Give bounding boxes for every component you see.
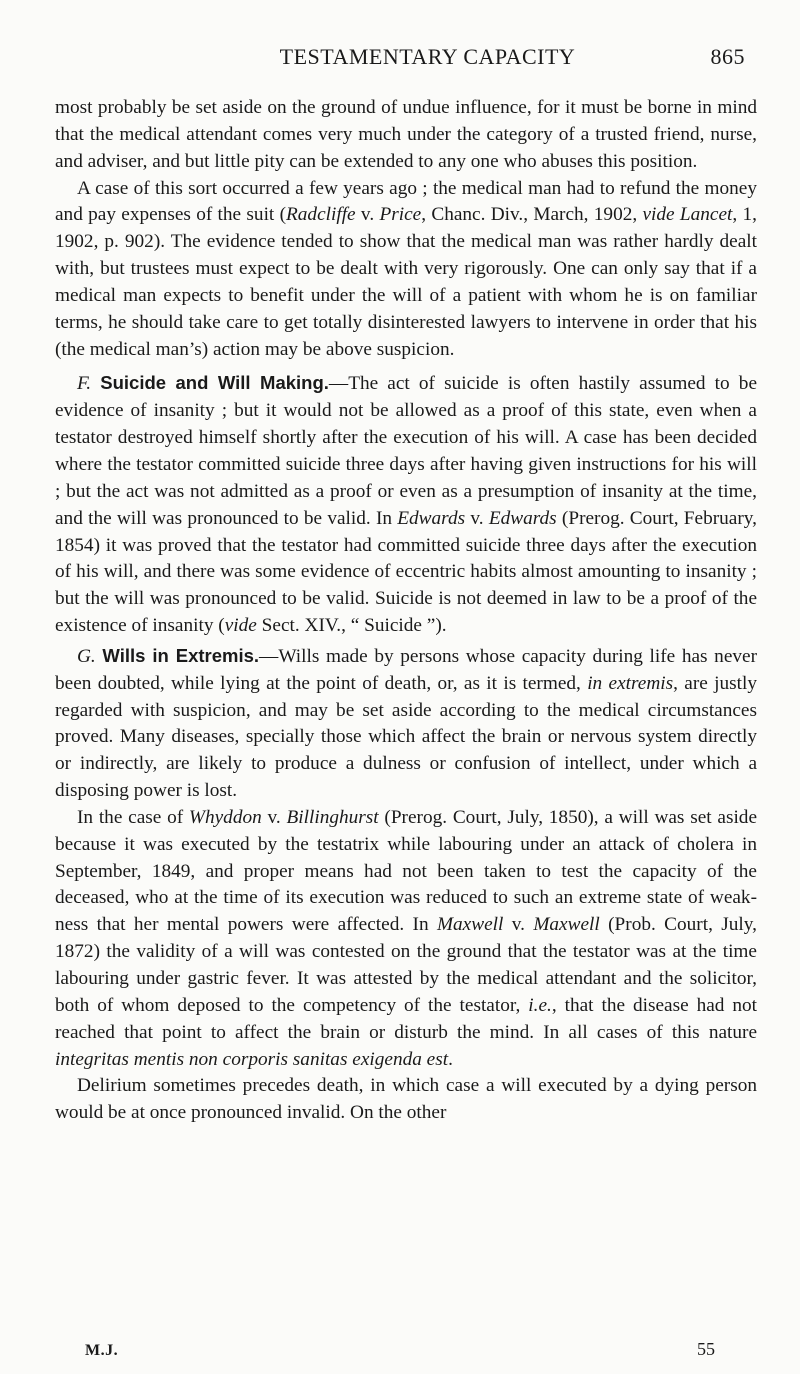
- case-name: Edwards: [488, 507, 557, 529]
- paragraph-whyddon-case: In the case of Whyddon v. Billinghurst (Prerog. Court, July, 1850), a will was set aside because it was executed by the testatrix while labouring under an attack of cholera in September, 1849, and proper means had not been taken to test the capacity of the deceased, who at the time of its execution was reduced to such an extreme state of weakness that her mental powers were affected. In Maxwell v. Maxwell (Prob. Court, July, 1872) the validity of a will was contested on the ground that the testator was at the time labouring under gastric fever. It was attested by the medical attendant and the solicitor, both of whom deposed to the competency of the testator, i.e., that the disease had not reached that point to affect the brain or disturb the mind. In all cases of this nature integritas mentis non corporis sanitas exigenda est.: [55, 806, 758, 1070]
- section-heading: Suicide and Will Making.: [100, 372, 329, 394]
- case-name: Maxwell: [533, 914, 600, 936]
- journal-name: Lancet: [679, 204, 733, 226]
- sheet-number: 55: [697, 1339, 715, 1359]
- running-title: TESTAMENTARY CAPACITY: [279, 44, 576, 69]
- case-name: Edwards: [397, 507, 466, 529]
- page-number: 865: [710, 44, 745, 69]
- case-name: Radcliffe: [286, 204, 356, 226]
- page-footer: [55, 1339, 745, 1366]
- latin-term: in extremis: [587, 672, 674, 694]
- case-name: Whyddon: [188, 806, 262, 828]
- signature-mark: M.J.: [85, 1342, 119, 1359]
- section-heading: Wills in Extremis.: [102, 644, 260, 666]
- paragraph-delirium: Delirium sometimes precedes death, in which case a will executed by a dying person would be at once pronounced invalid. On the other: [55, 1075, 757, 1124]
- case-name: Billinghurst: [286, 806, 379, 828]
- paragraph-radcliffe-case: A case of this sort occurred a few years ago ; the medical man had to refund the money and pay expenses of the suit (Radcliffe v. Price, Chanc. Div., March, 1902, vide Lancet, 1, 1902, p. 902). The evidence tended to show that the medical man was rather hardly dealt with, but trustees must expect to be dealt with very rigorously. One can only say that if a medical man expects to benefit under the will of a patient with whom he is on familiar terms, he should take care to get totally disinterested lawyers to intervene in order that his (the medical man’s) action may be above suspicion.: [55, 177, 757, 360]
- section-f-suicide: F. Suicide and Will Making.—The act of suicide is often hastily assumed to be evidence of insanity ; but it would not be allowed as a proof of this state, even when a testator destroyed himself shortly after the execution of his will. A case has been decided where the testator committed suicide three days after having given instructions for his will ; but the act was not admitted as a proof or even as a presumption of insanity at the time, and the will was pronounced to be valid. In Edwards v. Edwards (Prerog. Court, February, 1854) it was proved that the testator had committed suicide three days after the execution of his will, and there was some evidence of eccentric habits almost amounting to insanity ; but the will was pronounced to be valid. Suicide is not deemed in law to be a proof of the existence of insanity (vide Sect. XIV., “ Suicide ”).: [55, 372, 757, 637]
- body-text: [55, 95, 757, 1127]
- section-g-wills-in-extremis: G. Wills in Extremis.—Wills made by persons whose capacity during life has never been doubted, while lying at the point of death, or, as it is termed, in extremis, are justly regarded with suspicion, and may be set aside according to the medical circumstances proved. Many diseases, specially those which affect the brain or nervous system directly or indirectly, are likely to produce a dulness or confusion of intellect, under which a disposing power is lost.: [55, 644, 758, 802]
- section-letter: F.: [77, 373, 92, 395]
- section-letter: G.: [77, 645, 96, 667]
- running-head: [110, 44, 745, 74]
- latin-maxim: integritas mentis non corporis sanitas exigenda est: [55, 1048, 449, 1070]
- case-name: Price: [379, 204, 422, 226]
- paragraph-undue-influence: most probably be set aside on the ground of undue influence, for it must be borne in mind that the medical attendant comes very much under the category of a trusted friend, nurse, and adviser, and but little pity can be extended to any one who abuses this position.: [55, 97, 757, 172]
- case-name: Maxwell: [436, 914, 504, 936]
